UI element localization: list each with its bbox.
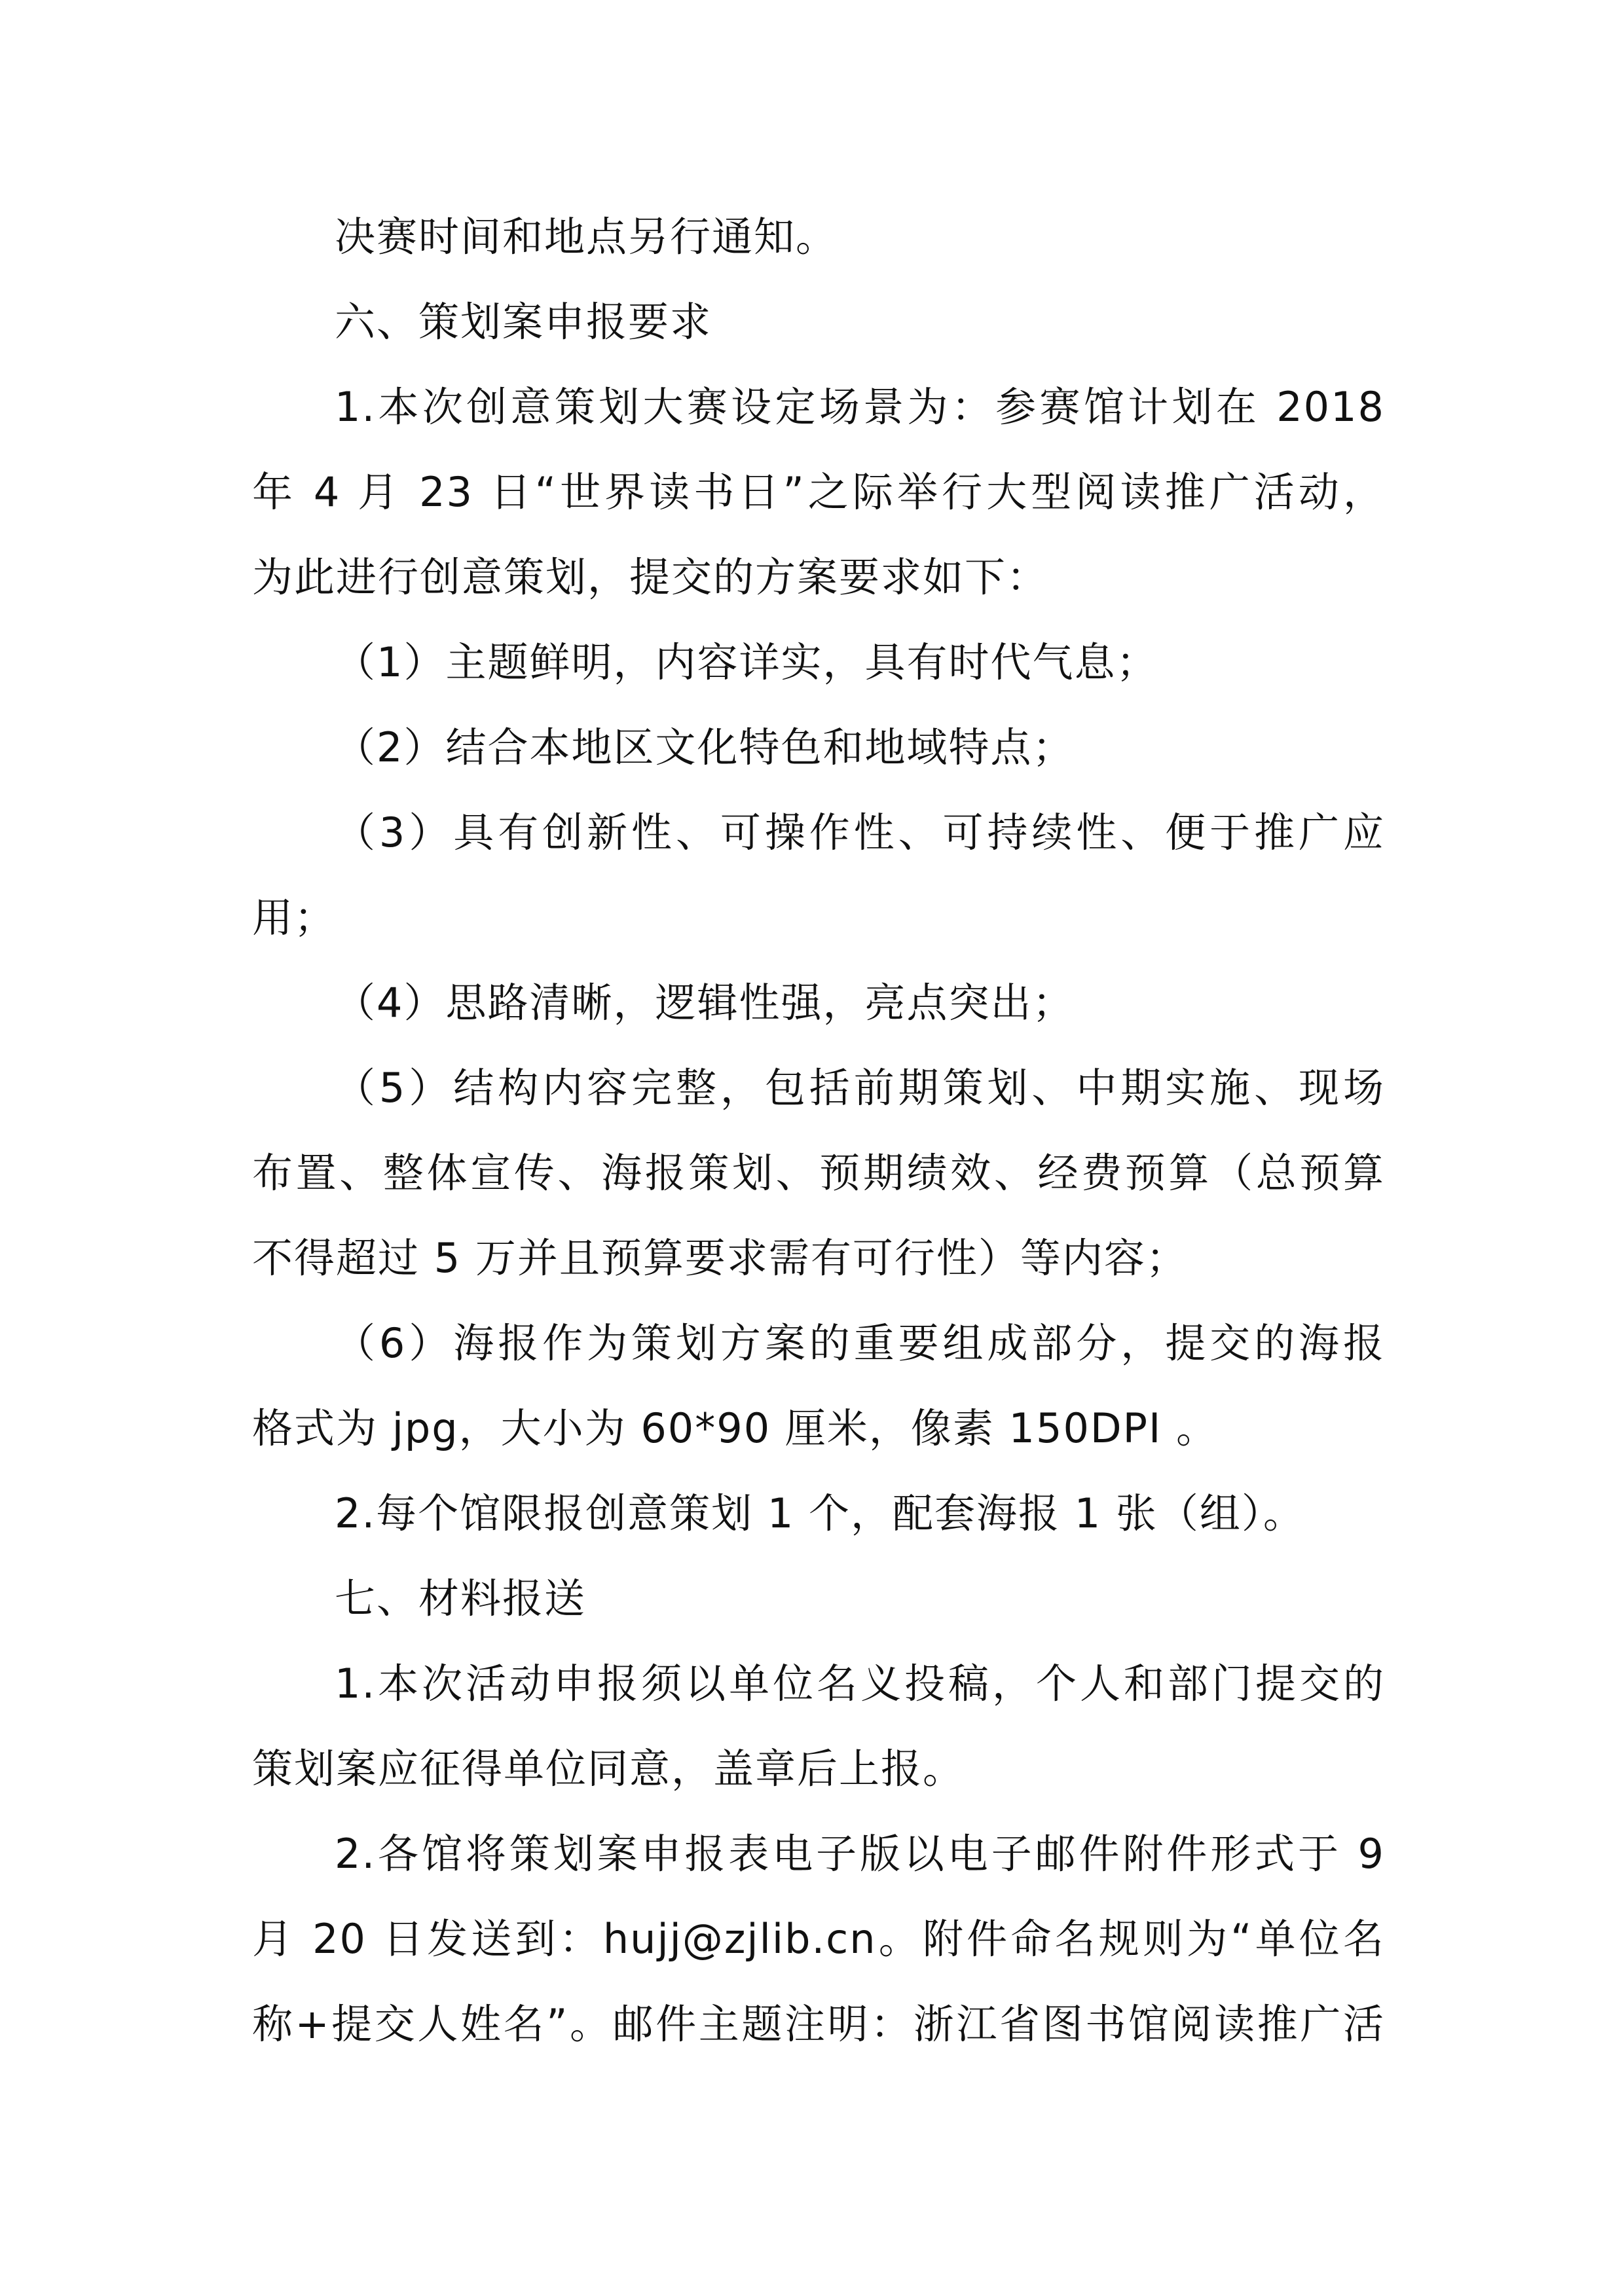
paragraph-line: 格式为 jpg，大小为 60*90 厘米，像素 150DPI 。 <box>252 1404 1219 1452</box>
paragraph-line: 年 4 月 23 日“世界读书日”之际举行大型阅读推广活动， <box>252 468 1385 516</box>
paragraph-line: 布置、整体宣传、海报策划、预期绩效、经费预算（总预算 <box>252 1149 1385 1197</box>
list-item: （5）结构内容完整，包括前期策划、中期实施、现场 <box>335 1064 1385 1112</box>
paragraph-line: 为此进行创意策划，提交的方案要求如下： <box>252 553 1049 601</box>
paragraph-line: 月 20 日发送到：hujj@zjlib.cn。附件命名规则为“单位名 <box>252 1915 1385 1963</box>
section-heading: 七、材料报送 <box>335 1575 587 1622</box>
paragraph-line: 用； <box>252 894 337 941</box>
list-item: （4）思路清晰，逻辑性强，亮点突出； <box>335 979 1075 1027</box>
paragraph-line: 1.本次活动申报须以单位名义投稿，个人和部门提交的 <box>335 1660 1385 1707</box>
paragraph-line: 2.每个馆限报创意策划 1 个，配套海报 1 张（组）。 <box>335 1489 1305 1537</box>
paragraph-line: 2.各馆将策划案申报表电子版以电子邮件附件形式于 9 <box>335 1830 1385 1878</box>
paragraph-line: 1.本次创意策划大赛设定场景为：参赛馆计划在 2018 <box>335 383 1385 431</box>
paragraph-line: 不得超过 5 万并且预算要求需有可行性）等内容； <box>252 1234 1188 1282</box>
list-item: （3）具有创新性、可操作性、可持续性、便于推广应 <box>335 809 1385 856</box>
section-heading: 六、策划案申报要求 <box>335 298 712 346</box>
list-item: （6）海报作为策划方案的重要组成部分，提交的海报 <box>335 1319 1385 1367</box>
list-item: （1）主题鲜明，内容详实，具有时代气息； <box>335 638 1158 686</box>
paragraph-line: 策划案应征得单位同意，盖章后上报。 <box>252 1745 965 1793</box>
paragraph-line: 称+提交人姓名”。邮件主题注明：浙江省图书馆阅读推广活 <box>252 2000 1385 2048</box>
paragraph-line: 决赛时间和地点另行通知。 <box>335 213 838 261</box>
list-item: （2）结合本地区文化特色和地域特点； <box>335 723 1075 771</box>
